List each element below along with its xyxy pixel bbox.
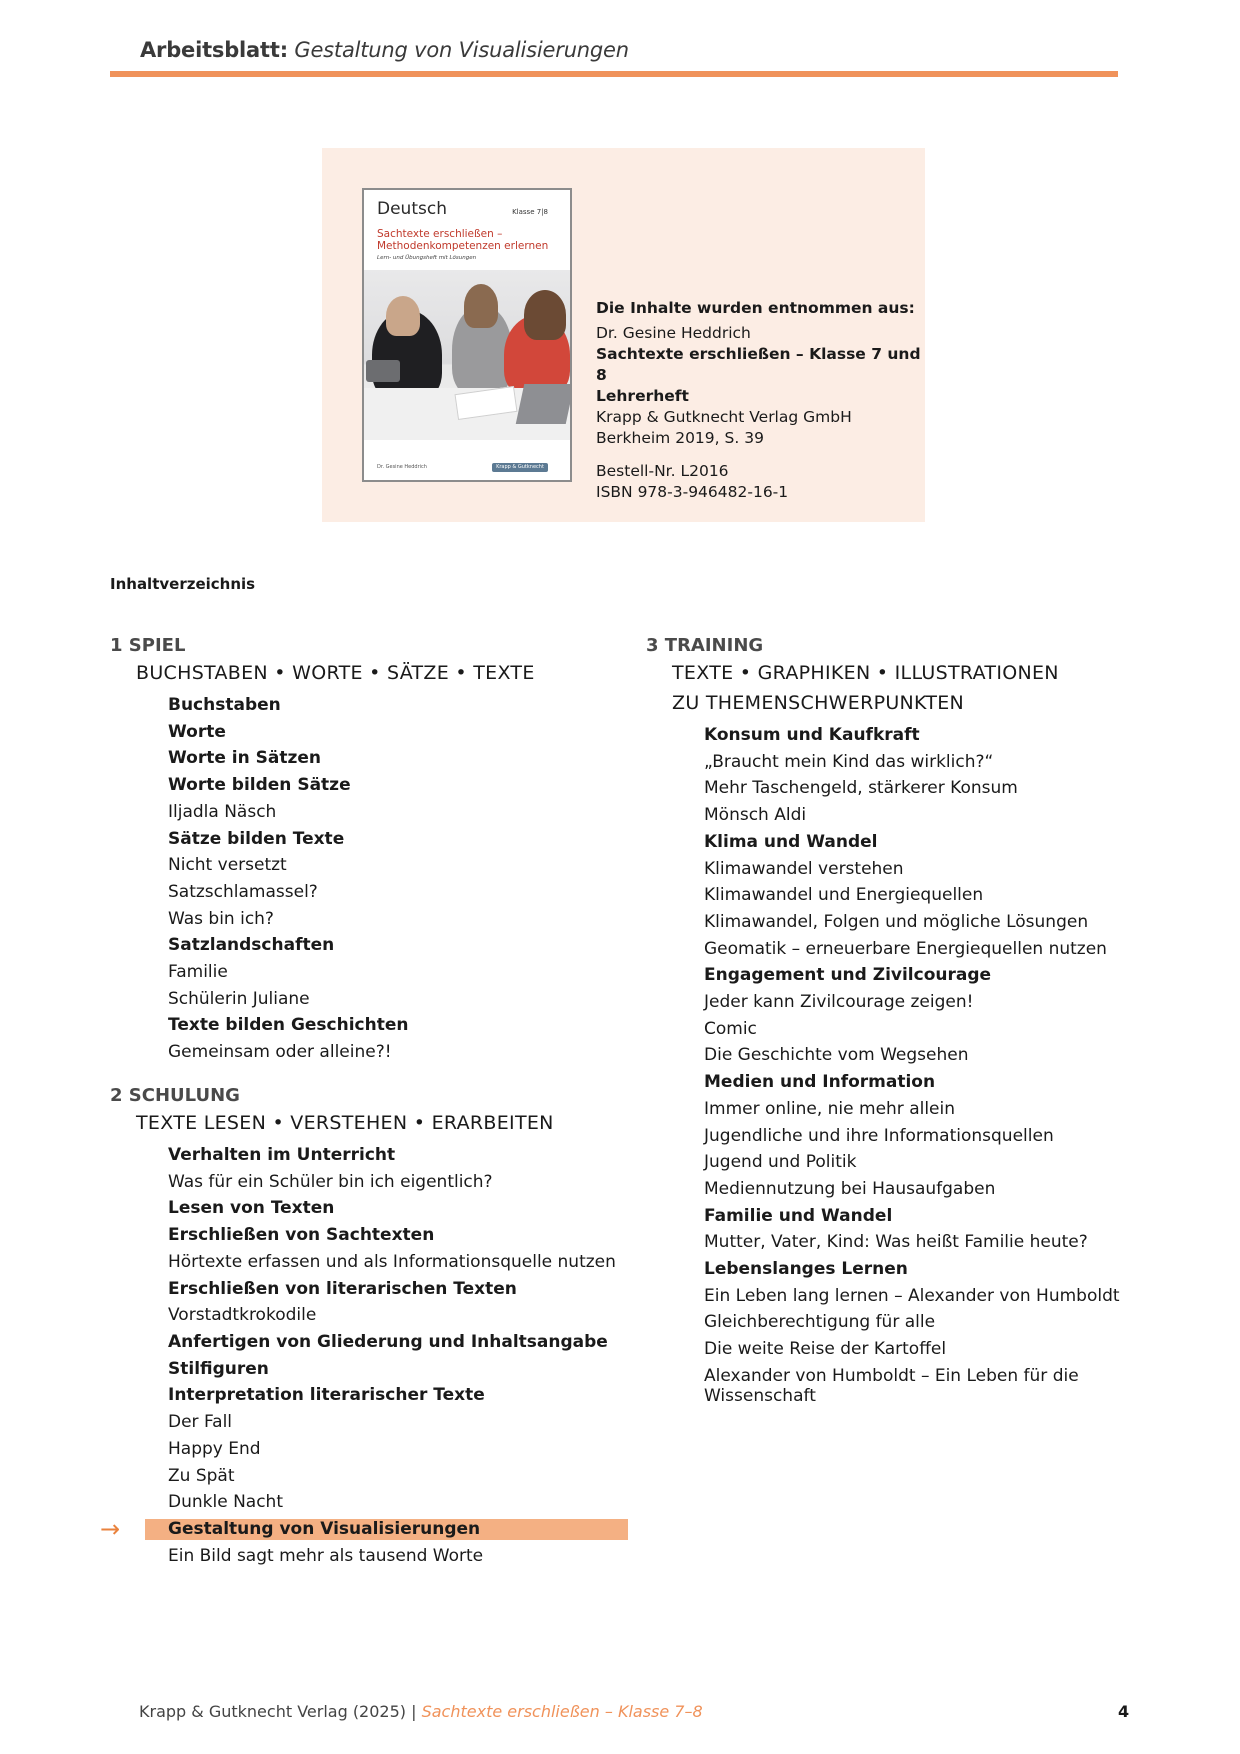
toc-text-entry[interactable] [704, 1042, 1166, 1069]
toc-chapter-entry[interactable] [168, 1276, 630, 1303]
toc-column-left [100, 634, 630, 1569]
toc-chapter-entry[interactable] [168, 1222, 630, 1249]
toc-entry-label: Schülerin Juliane [168, 988, 310, 1009]
cover-klasse: Klasse 7|8 [512, 208, 548, 216]
toc-chapter-entry[interactable] [704, 1256, 1166, 1283]
toc-text-entry[interactable] [704, 936, 1166, 963]
toc-entry-label: Erschließen von Sachtexten [168, 1224, 435, 1245]
toc-text-entry[interactable] [704, 802, 1166, 829]
toc-entry-label: Happy End [168, 1438, 261, 1459]
toc-chapter-entry[interactable] [704, 829, 1166, 856]
toc-text-entry[interactable] [168, 959, 630, 986]
toc-text-entry[interactable] [168, 1039, 630, 1066]
toc-chapter-entry[interactable] [168, 1356, 630, 1383]
toc-chapter-entry[interactable] [168, 1195, 630, 1222]
toc-entry-label: Gemeinsam oder alleine?! [168, 1042, 392, 1063]
arrow-right-icon: → [100, 1514, 121, 1543]
toc-entry-list [100, 1142, 630, 1570]
toc-entry-label: Alexander von Humboldt – Ein Leben für die Wissenschaft [704, 1365, 1079, 1406]
toc-chapter-entry[interactable] [168, 826, 630, 853]
photo-student-right-head [524, 290, 566, 340]
cover-photo [364, 270, 570, 440]
toc-text-entry[interactable] [168, 906, 630, 933]
toc-text-entry[interactable] [168, 986, 630, 1013]
toc-text-entry[interactable] [704, 882, 1166, 909]
toc-entry-label: Jugend und Politik [704, 1152, 857, 1173]
page-number: 4 [1118, 1702, 1130, 1721]
toc-entry-list [646, 722, 1166, 1410]
toc-text-entry[interactable] [704, 775, 1166, 802]
toc-entry-label: Klimawandel und Energiequellen [704, 885, 984, 906]
toc-entry-label: Immer online, nie mehr allein [704, 1098, 956, 1119]
toc-entry-label: Nicht versetzt [168, 855, 287, 876]
toc-entry-label: Sätze bilden Texte [168, 828, 345, 849]
toc-text-entry[interactable] [168, 799, 630, 826]
toc-entry-label: Familie und Wandel [704, 1205, 893, 1226]
toc-chapter-entry[interactable] [704, 1203, 1166, 1230]
toc-entry-label: Lesen von Texten [168, 1198, 335, 1219]
toc-text-entry[interactable] [168, 1169, 630, 1196]
toc-text-entry[interactable] [704, 909, 1166, 936]
toc-part [100, 1084, 630, 1570]
toc-entry-label: Familie [168, 962, 228, 983]
toc-entry-label: Lebenslanges Lernen [704, 1259, 908, 1280]
cover-author: Dr. Gesine Heddrich [377, 464, 427, 470]
toc-entry-label: Klimawandel verstehen [704, 858, 904, 879]
toc-entry-label: Mutter, Vater, Kind: Was heißt Familie heute? [704, 1232, 1088, 1253]
toc-text-entry[interactable] [168, 1543, 630, 1570]
toc-column-right [646, 634, 1166, 1410]
toc-entry-label: Der Fall [168, 1412, 233, 1433]
toc-text-entry[interactable] [704, 1363, 1166, 1410]
toc-entry-label: Jugendliche und ihre Informationsquellen [704, 1125, 1054, 1146]
toc-entry-label: Hörtexte erfassen und als Informationsquelle nutzen [168, 1251, 616, 1272]
toc-chapter-entry[interactable] [704, 962, 1166, 989]
toc-entry-label: Was bin ich? [168, 908, 274, 929]
toc-text-entry[interactable] [704, 856, 1166, 883]
photo-tablet [366, 360, 400, 382]
toc-chapter-entry[interactable] [168, 772, 630, 799]
toc-text-entry[interactable] [704, 749, 1166, 776]
toc-entry-label: Comic [704, 1018, 757, 1039]
toc-part-title: 1 SPIEL [110, 635, 186, 656]
header-label: Arbeitsblatt: [140, 38, 288, 62]
toc-entry-label: Mehr Taschengeld, stärkerer Konsum [704, 778, 1018, 799]
toc-entry-label: Mediennutzung bei Hausaufgaben [704, 1178, 996, 1199]
toc-text-entry[interactable] [704, 1309, 1166, 1336]
book-cover-image [362, 188, 572, 482]
toc-text-entry[interactable] [704, 1336, 1166, 1363]
toc-entry-list [110, 692, 630, 1066]
toc-entry-label: Vorstadtkrokodile [168, 1305, 317, 1326]
toc-chapter-entry[interactable] [168, 1012, 630, 1039]
toc-entry-label: Zu Spät [168, 1465, 235, 1486]
cover-title: Deutsch [377, 199, 447, 219]
toc-chapter-entry[interactable] [168, 1142, 630, 1169]
source-citation [596, 298, 925, 503]
source-order-number: Bestell-Nr. L2016 [596, 462, 729, 480]
source-intro: Die Inhalte wurden entnommen aus: [596, 299, 915, 317]
toc-text-entry[interactable] [704, 1176, 1166, 1203]
photo-student-middle-head [464, 284, 498, 328]
toc-text-entry[interactable] [704, 1016, 1166, 1043]
toc-text-entry[interactable] [168, 1489, 630, 1516]
toc-part-subtitle: ZU THEMENSCHWERPUNKTEN [672, 692, 965, 714]
toc-entry-label: Engagement und Zivilcourage [704, 965, 992, 986]
header-divider [110, 71, 1118, 77]
toc-entry-label: Konsum und Kaufkraft [704, 725, 920, 745]
toc-text-entry[interactable] [704, 1283, 1166, 1310]
toc-entry-label: Klimawandel, Folgen und mögliche Lösungen [704, 911, 1089, 932]
source-publisher: Krapp & Gutknecht Verlag GmbH [596, 408, 852, 426]
toc-text-entry[interactable] [168, 1249, 630, 1276]
source-book-title: Sachtexte erschließen – Klasse 7 und 8 [596, 345, 921, 384]
toc-chapter-entry[interactable] [704, 722, 1166, 749]
toc-part-title: 3 TRAINING [646, 635, 764, 656]
source-isbn: ISBN 978-3-946482-16-1 [596, 483, 789, 501]
toc-entry-label: Gleichberechtigung für alle [704, 1312, 936, 1333]
footer-book-title: Sachtexte erschließen – Klasse 7–8 [421, 1702, 703, 1721]
header-title: Gestaltung von Visualisierungen [294, 38, 629, 62]
toc-text-entry[interactable] [168, 852, 630, 879]
toc-entry-label: Verhalten im Unterricht [168, 1144, 396, 1165]
toc-entry-label: Dunkle Nacht [168, 1492, 283, 1513]
toc-text-entry[interactable] [168, 1302, 630, 1329]
toc-entry-label: Die Geschichte vom Wegsehen [704, 1045, 969, 1066]
toc-chapter-entry[interactable] [704, 1069, 1166, 1096]
toc-entry-label: Erschließen von literarischen Texten [168, 1278, 517, 1299]
cover-subtitle: Sachtexte erschließen – Methodenkompetenzen erlernen [377, 228, 549, 252]
toc-text-entry[interactable] [704, 1123, 1166, 1150]
toc-heading: Inhaltverzeichnis [110, 575, 256, 593]
toc-entry-label: Klima und Wandel [704, 831, 878, 852]
worksheet-header [140, 38, 629, 62]
toc-entry-label: Interpretation literarischer Texte [168, 1385, 485, 1406]
source-info-box [322, 148, 925, 522]
toc-part-subtitle: TEXTE LESEN • VERSTEHEN • ERARBEITEN [136, 1111, 554, 1134]
toc-entry-label: Was für ein Schüler bin ich eigentlich? [168, 1171, 493, 1192]
cover-subtitle-small: Lern- und Übungsheft mit Lösungen [377, 255, 477, 261]
footer-separator: | [411, 1702, 417, 1721]
toc-entry-label: Geomatik – erneuerbare Energiequellen nutzen [704, 938, 1107, 959]
toc-text-entry[interactable] [704, 1096, 1166, 1123]
toc-entry-label: Ein Bild sagt mehr als tausend Worte [168, 1545, 484, 1566]
toc-part [646, 634, 1166, 1410]
page-footer [139, 1702, 703, 1721]
toc-entry-label: „Braucht mein Kind das wirklich?“ [704, 751, 994, 772]
toc-entry-label: Buchstaben [168, 695, 281, 715]
toc-entry-label: Worte in Sätzen [168, 748, 321, 769]
toc-entry-label: Gestaltung von Visualisierungen [168, 1518, 481, 1539]
toc-entry-label: Satzlandschaften [168, 935, 335, 956]
toc-entry-label: Satzschlamassel? [168, 881, 318, 902]
toc-chapter-entry[interactable] [168, 719, 630, 746]
toc-entry-label: Die weite Reise der Kartoffel [704, 1339, 947, 1360]
toc-text-entry[interactable] [704, 1149, 1166, 1176]
toc-part-title: 2 SCHULUNG [110, 1084, 240, 1106]
source-author: Dr. Gesine Heddrich [596, 324, 751, 342]
toc-chapter-entry[interactable] [168, 692, 630, 719]
toc-entry-label: Mönsch Aldi [704, 805, 807, 826]
toc-chapter-entry[interactable] [168, 1382, 630, 1409]
toc-entry-label: Stilfiguren [168, 1358, 269, 1379]
cover-publisher-logo: Krapp & Gutknecht [492, 463, 548, 472]
toc-part-subtitle: BUCHSTABEN • WORTE • SÄTZE • TEXTE [136, 662, 535, 684]
toc-chapter-entry[interactable] [168, 1329, 630, 1356]
toc-entry-label: Texte bilden Geschichten [168, 1015, 409, 1036]
photo-laptop [516, 384, 572, 424]
toc-chapter-entry[interactable] [168, 745, 630, 772]
source-place-year: Berkheim 2019, S. 39 [596, 429, 764, 447]
toc-entry-label: Ein Leben lang lernen – Alexander von Humboldt [704, 1285, 1120, 1306]
toc-text-entry[interactable] [704, 989, 1166, 1016]
toc-entry-label: Medien und Information [704, 1072, 936, 1093]
footer-publisher: Krapp & Gutknecht Verlag (2025) [139, 1702, 407, 1721]
toc-text-entry[interactable] [168, 1463, 630, 1490]
toc-chapter-entry[interactable] [168, 932, 630, 959]
source-book-type: Lehrerheft [596, 387, 689, 405]
toc-entry-label: Jeder kann Zivilcourage zeigen! [704, 992, 974, 1013]
toc-part-subtitle: TEXTE • GRAPHIKEN • ILLUSTRATIONEN [672, 662, 1059, 684]
toc-text-entry[interactable] [168, 1409, 630, 1436]
toc-entry-current[interactable] [100, 1514, 630, 1543]
toc-part [110, 634, 630, 1066]
toc-entry-label: Anfertigen von Gliederung und Inhaltsangabe [168, 1332, 608, 1353]
toc-entry-label: Worte bilden Sätze [168, 775, 351, 796]
toc-text-entry[interactable] [168, 1436, 630, 1463]
photo-student-left-head [386, 296, 420, 336]
toc-entry-label: Worte [168, 721, 226, 742]
toc-text-entry[interactable] [704, 1229, 1166, 1256]
toc-entry-label: Iljadla Näsch [168, 801, 277, 822]
toc-text-entry[interactable] [168, 879, 630, 906]
